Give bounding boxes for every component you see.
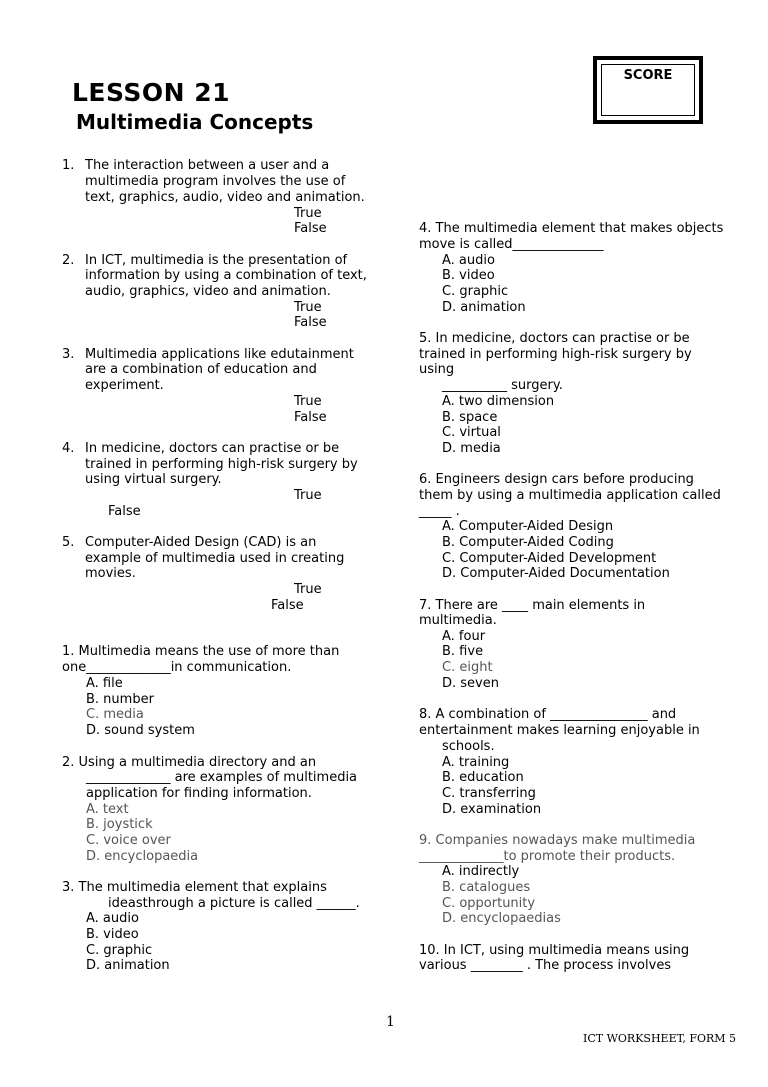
tf-option-true: True <box>294 488 322 503</box>
mcq-question-text: 2. Using a multimedia directory and an <box>62 755 317 770</box>
mcq-option: B. joystick <box>86 817 153 832</box>
tf-number: 5. <box>62 535 75 550</box>
mcq-option: D. encyclopaedia <box>86 849 199 864</box>
mcq-option: D. animation <box>442 300 526 315</box>
mcq-question-text: various ________ . The process involves <box>419 958 672 973</box>
tf-option-false: False <box>294 315 327 330</box>
tf-text: Computer-Aided Design (CAD) is an <box>85 535 317 550</box>
mcq-option: C. transferring <box>442 786 536 801</box>
tf-text: movies. <box>85 566 136 581</box>
page-number: 1 <box>386 1014 395 1030</box>
mcq-question-text: _____ . <box>419 504 460 519</box>
tf-text: text, graphics, audio, video and animation. <box>85 190 365 205</box>
mcq-option: C. graphic <box>442 284 509 299</box>
mcq-option: B. video <box>442 268 495 283</box>
mcq-option: A. two dimension <box>442 394 555 409</box>
mcq-option: A. audio <box>442 253 495 268</box>
tf-number: 1. <box>62 158 75 173</box>
mcq-option: A. audio <box>86 911 139 926</box>
footer-label: ICT WORKSHEET, FORM 5 <box>583 1032 737 1045</box>
mcq-question-text: schools. <box>442 739 495 754</box>
lesson-subtitle: Multimedia Concepts <box>76 110 314 134</box>
mcq-question-text: one_____________in communication. <box>62 660 292 675</box>
mcq-option: C. opportunity <box>442 896 536 911</box>
mcq-option: C. virtual <box>442 425 501 440</box>
mcq-option: A. text <box>86 802 129 817</box>
mcq-option: B. catalogues <box>442 880 531 895</box>
tf-text: experiment. <box>85 378 164 393</box>
tf-option-true: True <box>294 300 322 315</box>
tf-text: Multimedia applications like edutainment <box>85 347 354 362</box>
mcq-question-text: _____________to promote their products. <box>419 849 676 864</box>
tf-number: 3. <box>62 347 75 362</box>
score-box <box>593 56 703 124</box>
mcq-question-text: multimedia. <box>419 613 497 628</box>
mcq-option: D. Computer-Aided Documentation <box>442 566 670 581</box>
tf-number: 2. <box>62 253 75 268</box>
mcq-option: B. education <box>442 770 524 785</box>
tf-number: 4. <box>62 441 75 456</box>
lesson-title: LESSON 21 <box>72 78 231 107</box>
tf-text: In ICT, multimedia is the presentation of <box>85 253 348 268</box>
mcq-question-text: 3. The multimedia element that explains <box>62 880 327 895</box>
mcq-option: A. training <box>442 755 510 770</box>
mcq-option: D. encyclopaedias <box>442 911 561 926</box>
mcq-option: B. Computer-Aided Coding <box>442 535 614 550</box>
mcq-option: C. graphic <box>86 943 153 958</box>
tf-text: multimedia program involves the use of <box>85 174 346 189</box>
mcq-question-text: ideasthrough a picture is called ______. <box>108 896 360 911</box>
mcq-option: B. number <box>86 692 154 707</box>
tf-option-false: False <box>294 221 327 236</box>
mcq-question-text: 5. In medicine, doctors can practise or be <box>419 331 690 346</box>
tf-option-false: False <box>271 598 304 613</box>
tf-option-true: True <box>294 394 322 409</box>
mcq-question-text: using <box>419 362 455 377</box>
tf-text: trained in performing high-risk surgery by <box>85 457 358 472</box>
mcq-option: D. animation <box>86 958 170 973</box>
mcq-question-text: entertainment makes learning enjoyable in <box>419 723 700 738</box>
mcq-option: A. four <box>442 629 486 644</box>
tf-text: example of multimedia used in creating <box>85 551 345 566</box>
mcq-option: B. space <box>442 410 498 425</box>
mcq-option: D. examination <box>442 802 542 817</box>
tf-option-true: True <box>294 582 322 597</box>
tf-text: are a combination of education and <box>85 362 317 377</box>
mcq-option: B. video <box>86 927 139 942</box>
mcq-option: C. Computer-Aided Development <box>442 551 657 566</box>
mcq-question-text: __________ surgery. <box>442 378 563 393</box>
mcq-option: C. media <box>86 707 144 722</box>
mcq-question-text: 10. In ICT, using multimedia means using <box>419 943 690 958</box>
mcq-question-text: 1. Multimedia means the use of more than <box>62 644 340 659</box>
tf-option-false: False <box>108 504 141 519</box>
mcq-question-text: application for finding information. <box>86 786 312 801</box>
mcq-question-text: 7. There are ____ main elements in <box>419 598 646 613</box>
score-label: SCORE <box>623 68 673 83</box>
mcq-option: B. five <box>442 644 484 659</box>
mcq-option: A. file <box>86 676 123 691</box>
mcq-question-text: _____________ are examples of multimedia <box>86 770 358 785</box>
mcq-question-text: move is called______________ <box>419 237 604 252</box>
mcq-option: D. sound system <box>86 723 195 738</box>
tf-text: In medicine, doctors can practise or be <box>85 441 340 456</box>
tf-text: The interaction between a user and a <box>85 158 330 173</box>
mcq-option: D. media <box>442 441 501 456</box>
tf-text: audio, graphics, video and animation. <box>85 284 331 299</box>
mcq-option: A. Computer-Aided Design <box>442 519 614 534</box>
mcq-question-text: them by using a multimedia application called <box>419 488 721 503</box>
mcq-question-text: 4. The multimedia element that makes objects <box>419 221 724 236</box>
mcq-question-text: trained in performing high-risk surgery by <box>419 347 692 362</box>
mcq-question-text: 6. Engineers design cars before producing <box>419 472 694 487</box>
mcq-question-text: 8. A combination of _______________ and <box>419 707 677 722</box>
mcq-option: D. seven <box>442 676 499 691</box>
tf-option-false: False <box>294 410 327 425</box>
mcq-option: A. indirectly <box>442 864 520 879</box>
tf-text: information by using a combination of text, <box>85 268 367 283</box>
tf-text: using virtual surgery. <box>85 472 222 487</box>
mcq-option: C. voice over <box>86 833 171 848</box>
tf-option-true: True <box>294 206 322 221</box>
mcq-question-text: 9. Companies nowadays make multimedia <box>419 833 696 848</box>
mcq-option: C. eight <box>442 660 493 675</box>
